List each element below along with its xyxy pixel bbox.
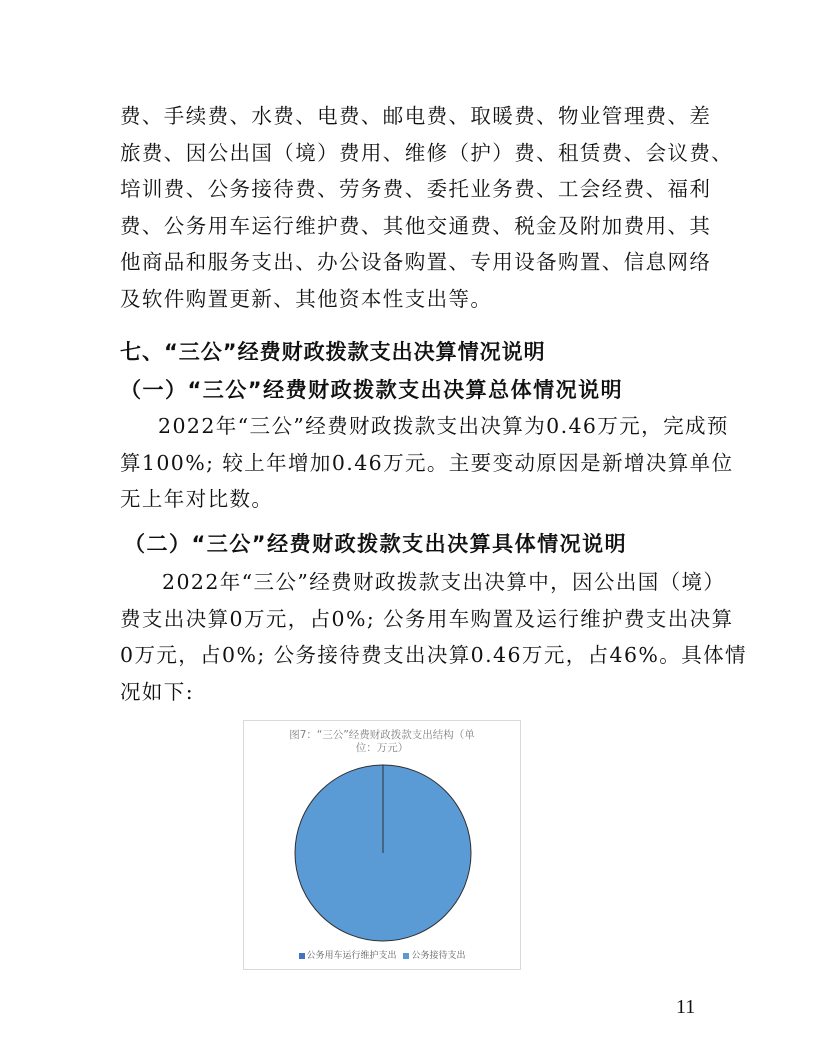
- text-line: 2022年“三公”经费财政拨款支出决算中，因公出国（境）: [162, 570, 726, 594]
- pie-chart: [243, 720, 521, 970]
- legend-swatch: [403, 953, 409, 959]
- text-line: 算100%; 较上年增加0.46万元。主要变动原因是新增决算单位: [120, 450, 734, 475]
- section-heading: 七、“三公”经费财政拨款支出决算情况说明: [120, 340, 546, 364]
- detail-paragraph: [120, 564, 747, 710]
- intro-paragraph: [120, 98, 734, 317]
- subsection-heading-1: （一）“三公”经费财政拨款支出决算总体情况说明: [120, 378, 624, 402]
- summary-paragraph: [120, 408, 734, 518]
- pie-plot: [244, 721, 522, 971]
- text-line: 2022年“三公”经费财政拨款支出决算为0.46万元，完成预: [158, 414, 729, 438]
- legend-item: [299, 948, 397, 961]
- text-line: 旅费、因公出国（境）费用、维修（护）费、租赁费、会议费、: [120, 140, 734, 165]
- text-line: 费支出决算0万元，占0%; 公务用车购置及运行维护费支出决算: [120, 606, 734, 631]
- chart-title-line: 位：万元）: [355, 742, 409, 754]
- text-line: 费、公务用车运行维护费、其他交通费、税金及附加费用、其: [120, 213, 712, 238]
- legend-item: [403, 948, 465, 961]
- text-line: 0万元，占0%; 公务接待费支出决算0.46万元，占46%。具体情: [120, 643, 747, 667]
- chart-legend: [244, 948, 520, 961]
- legend-label: 公务用车运行维护支出: [306, 951, 397, 961]
- subsection-heading-2: （二）“三公”经费财政拨款支出决算具体情况说明: [124, 532, 628, 556]
- text-line: 培训费、公务接待费、劳务费、委托业务费、工会经费、福利: [120, 177, 712, 201]
- chart-title-line: 图7：“三公”经费财政拨款支出结构（单: [289, 729, 475, 741]
- text-line: 费、手续费、水费、电费、邮电费、取暖费、物业管理费、差: [120, 104, 712, 128]
- legend-swatch: [299, 953, 305, 959]
- text-line: 他商品和服务支出、办公设备购置、专用设备购置、信息网络: [120, 250, 712, 274]
- legend-label: 公务接待支出: [411, 951, 466, 961]
- text-line: 及软件购置更新、其他资本性支出等。: [120, 286, 493, 311]
- page-number: 11: [676, 996, 696, 1018]
- text-line: 况如下:: [120, 679, 195, 704]
- text-line: 无上年对比数。: [120, 487, 274, 511]
